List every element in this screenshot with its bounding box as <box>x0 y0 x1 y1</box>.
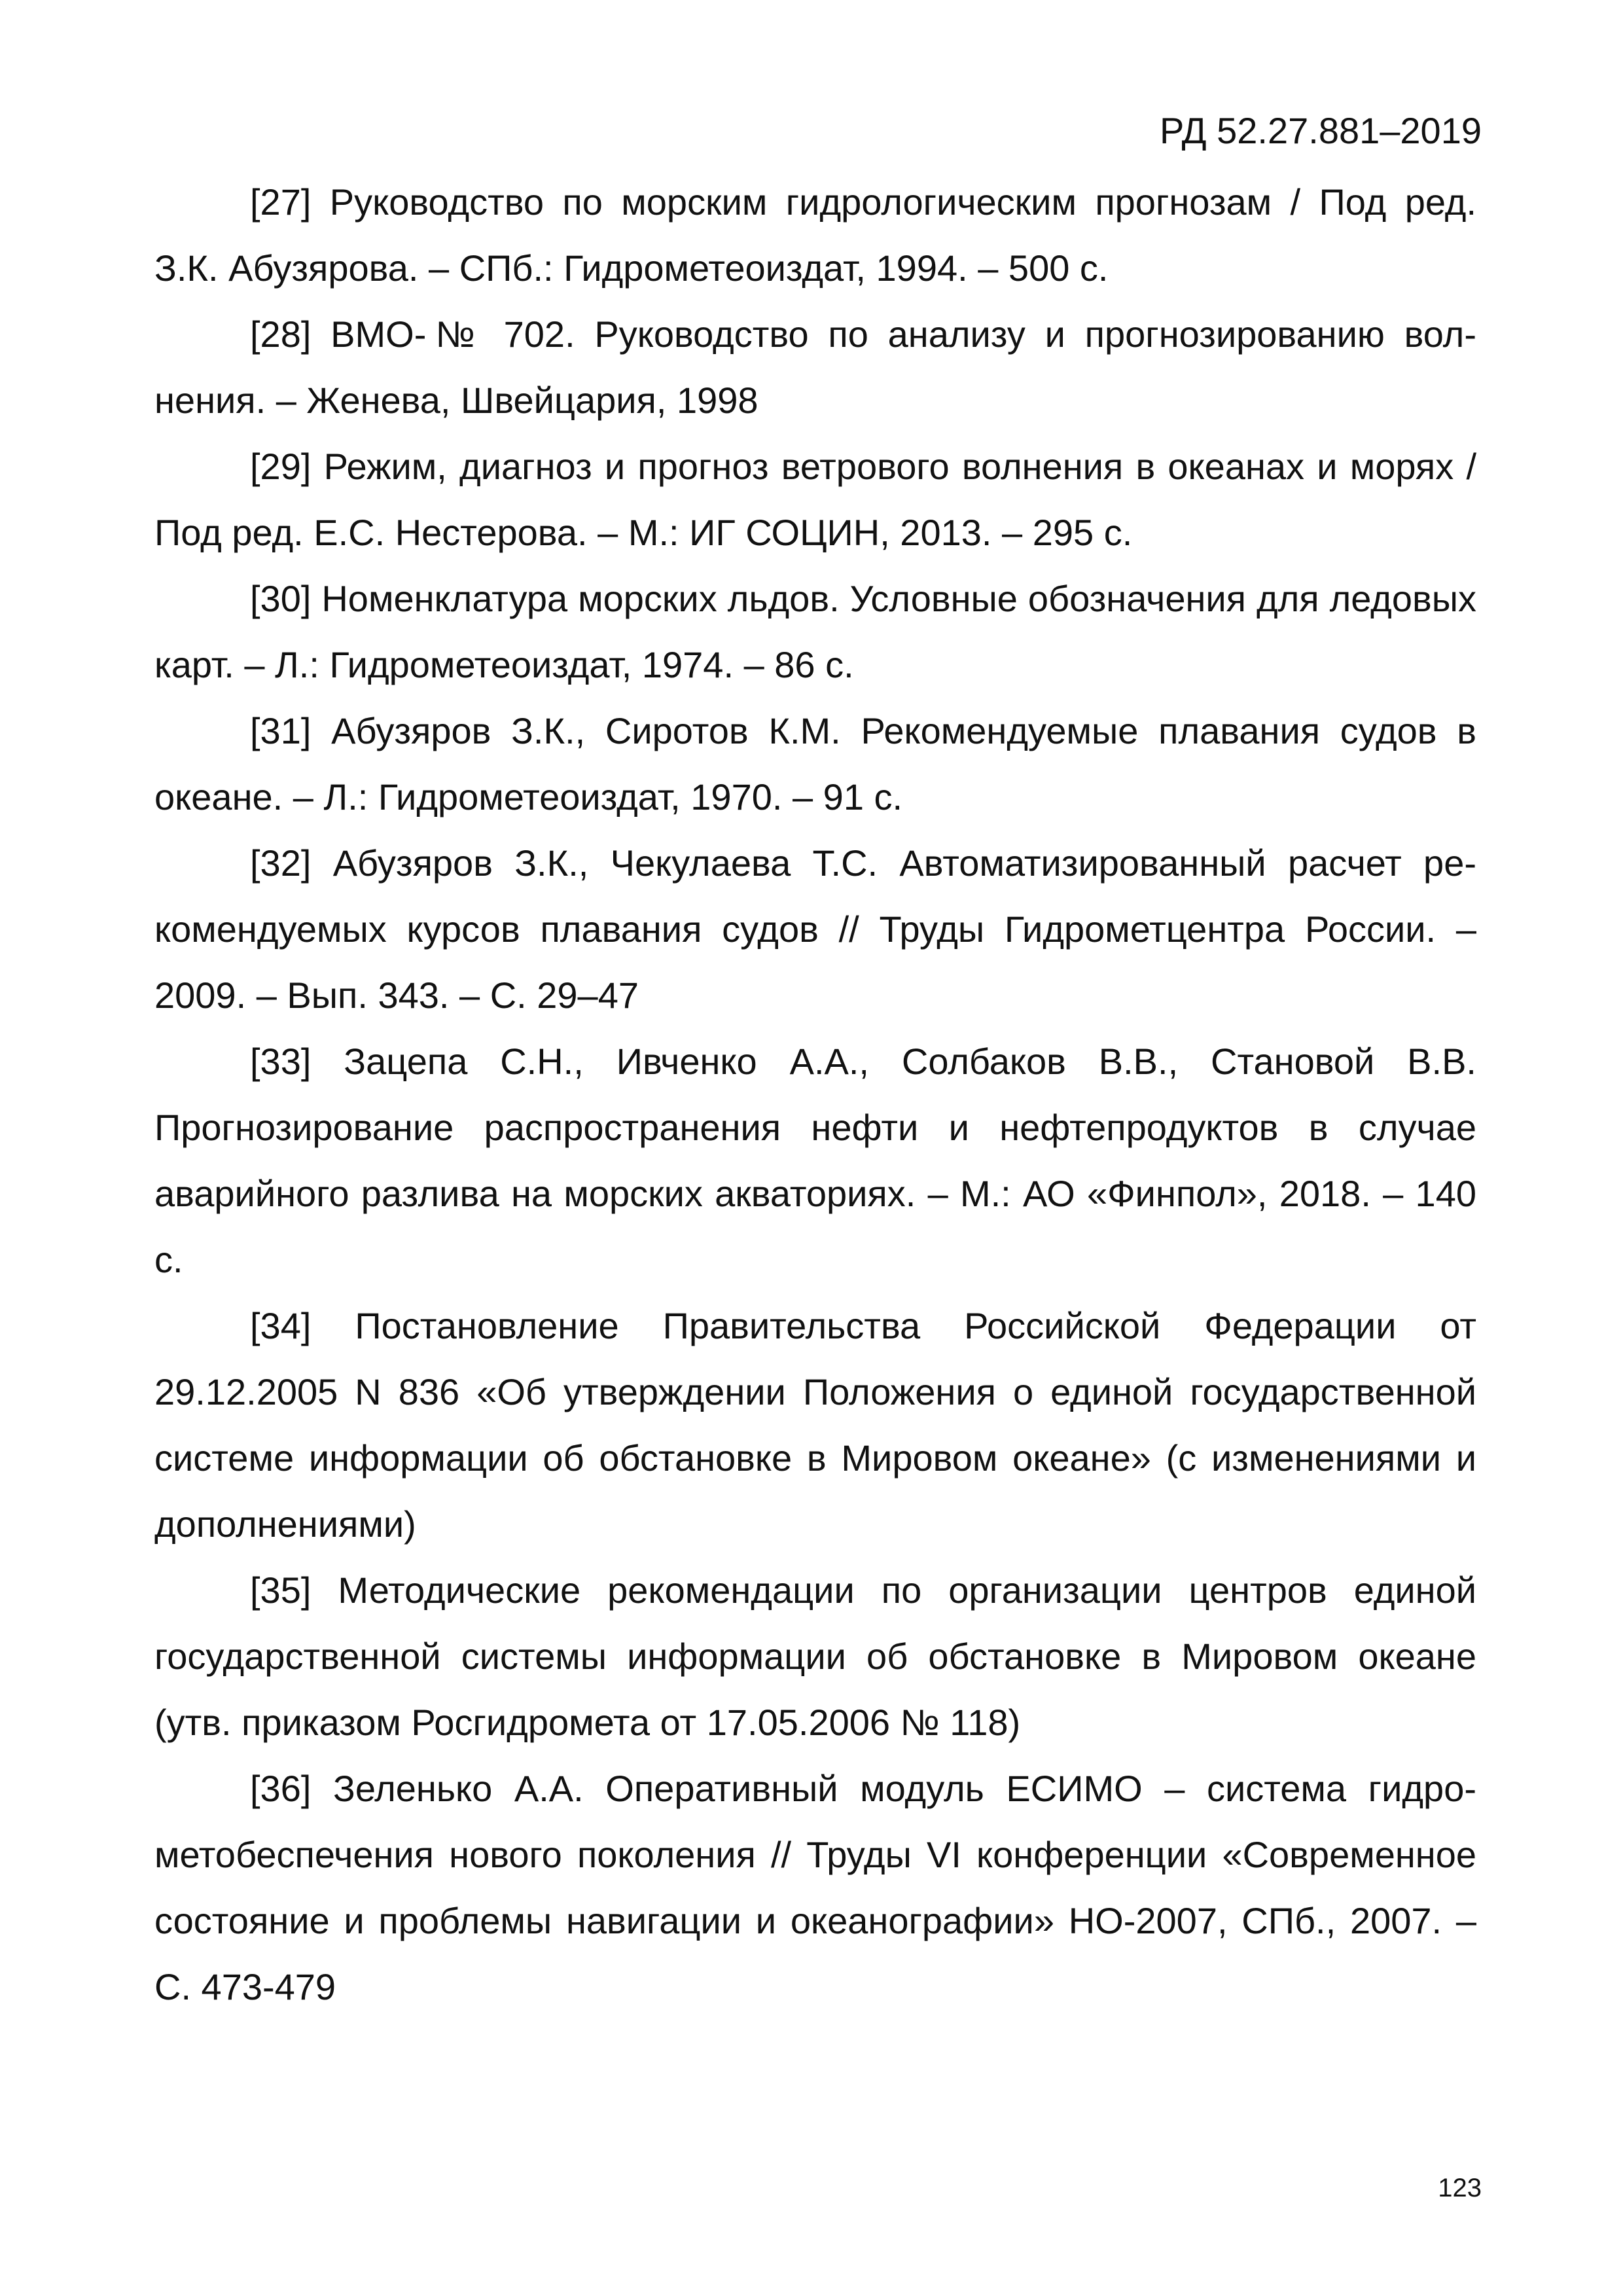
reference-item-32: [32] Абузяров З.К., Чекулаева Т.С. Автоматизированный расчет рекомендуемых курсов плавания судов // Труды Гидрометцентра России. – 2009. – Вып. 343. – С. 29–47 <box>154 842 1476 1016</box>
reference-item-30: [30] Номенклатура морских льдов. Условные обозначения для ледовых карт. – Л.: Гидрометеоиздат, 1974. – 86 с. <box>154 578 1476 685</box>
reference-item-36: [36] Зеленько А.А. Оперативный модуль ЕСИМО – система гидрометобеспечения нового поколения // Труды VI конференции «Современное состояние и проблемы навигации и океанографии» НО-2007, СПб., 2007. – С. 473-479 <box>154 1768 1476 2007</box>
document-code: РД 52.27.881–2019 <box>1160 110 1482 151</box>
reference-item-35: [35] Методические рекомендации по организации центров единой государственной системы информации об обстановке в Мировом океане (утв. приказом Росгидромета от 17.05.2006 № 118) <box>154 1570 1476 1743</box>
reference-item-31: [31] Абузяров З.К., Сиротов К.М. Рекомендуемые плавания судов в океане. – Л.: Гидрометеоиздат, 1970. – 91 с. <box>154 710 1476 817</box>
reference-list <box>154 169 1476 2020</box>
reference-item-34: [34] Постановление Правительства Российской Федерации от 29.12.2005 N 836 «Об утверждении Положения о единой государственной системе информации об обстановке в Мировом океане» (с изменениями и дополнениями) <box>154 1305 1476 1545</box>
page-number: 123 <box>1438 2174 1482 2202</box>
reference-item-33: [33] Зацепа С.Н., Ивченко А.А., Солбаков В.В., Становой В.В. Прогнозирование распространения нефти и нефтепродуктов в случае аварийного разлива на морских акваториях. – М.: АО «Финпол», 2018. – 140 с. <box>154 1041 1476 1280</box>
reference-item-29: [29] Режим, диагноз и прогноз ветрового волнения в океанах и морях / Под ред. Е.С. Нестерова. – М.: ИГ СОЦИН, 2013. – 295 с. <box>154 446 1476 553</box>
reference-item-27: [27] Руководство по морским гидрологическим прогнозам / Под ред. З.К. Абузярова. – СПб.: Гидрометеоиздат, 1994. – 500 с. <box>154 181 1476 289</box>
reference-item-28: [28] ВМО-№ 702. Руководство по анализу и прогнозированию волнения. – Женева, Швейцария, 1998 <box>154 314 1476 421</box>
